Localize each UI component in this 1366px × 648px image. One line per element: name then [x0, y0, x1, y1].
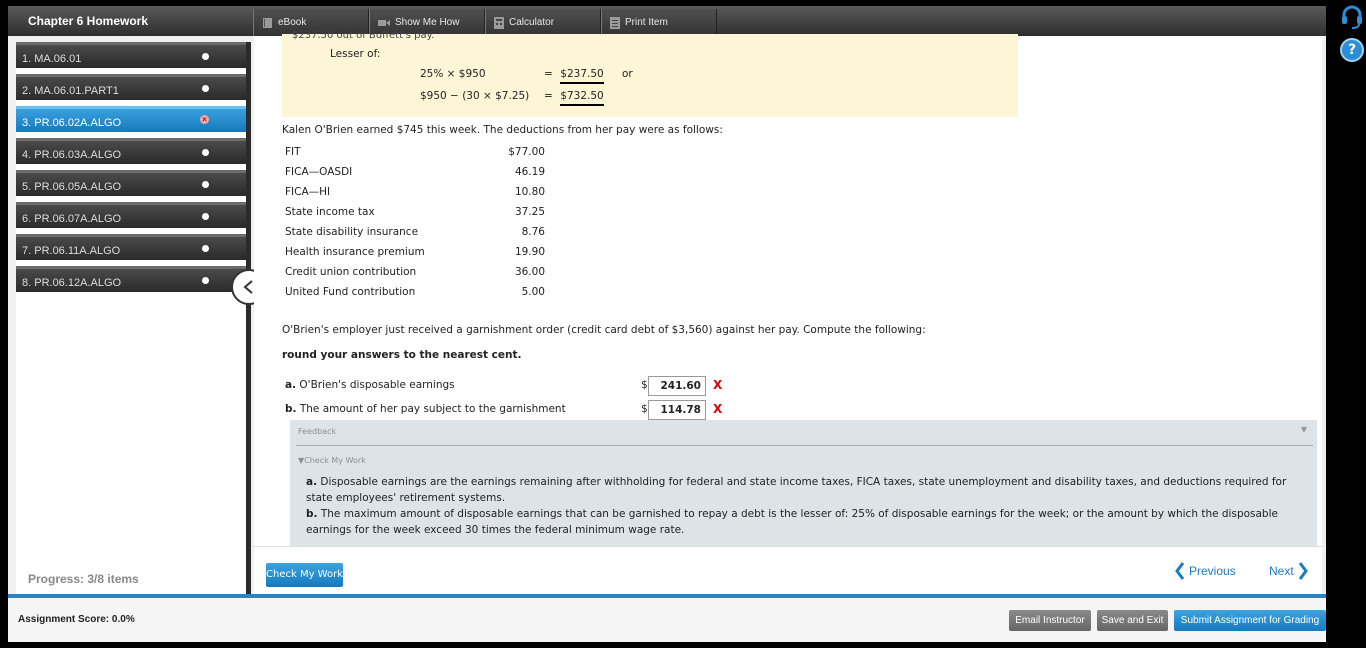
- assignment-window: [8, 6, 1326, 642]
- sidebar-item-label: 6. PR.06.07A.ALGO: [22, 213, 122, 225]
- ebook-label: eBook: [278, 17, 307, 28]
- top-toolbar: [8, 6, 1326, 36]
- example-expression: $950 − (30 × $7.25): [420, 90, 530, 102]
- deduction-amount: 10.80: [514, 186, 545, 198]
- sidebar-item-pr-06-12a-algo[interactable]: [16, 266, 246, 292]
- deduction-row: [285, 286, 545, 304]
- status-dot-icon: [202, 53, 209, 60]
- previous-label: Previous: [1189, 564, 1236, 578]
- print-icon: [610, 17, 620, 29]
- feedback-letter: a.: [306, 476, 318, 488]
- deduction-row: [285, 226, 545, 244]
- deduction-label: FICA—HI: [285, 186, 331, 198]
- check-my-work-toggle[interactable]: ▼Check My Work: [298, 456, 366, 465]
- save-and-exit-button[interactable]: Save and Exit: [1097, 610, 1168, 631]
- sidebar-item-pr-06-03a-algo[interactable]: [16, 138, 246, 164]
- help-icon[interactable]: ?: [1340, 38, 1364, 62]
- sidebar-item-label: 4. PR.06.03A.ALGO: [22, 149, 122, 161]
- deduction-label: FIT: [285, 146, 301, 158]
- calculator-tab[interactable]: [485, 9, 601, 36]
- incorrect-icon: ×: [200, 115, 209, 124]
- feedback-b: [306, 506, 1301, 538]
- example-row: [420, 68, 660, 86]
- sidebar-item-label: 2. MA.06.01.PART1: [22, 85, 119, 97]
- feedback-text: The maximum amount of disposable earnings that can be garnished to repay a debt is the lesser of: 25% of disposable earnings for the week; or the amount by which the disposable earnings for the week exceed 30 times the federal minimum wage rate.: [306, 508, 1278, 536]
- deduction-amount: 36.00: [514, 266, 545, 278]
- question-label: O'Brien's disposable earnings: [299, 379, 455, 391]
- currency-symbol: $: [641, 403, 648, 415]
- sidebar-item-ma-06-01[interactable]: [16, 42, 246, 68]
- rounding-note: round your answers to the nearest cent.: [282, 349, 522, 361]
- show-me-how-label: Show Me How: [395, 17, 460, 28]
- chevron-down-icon[interactable]: ▼: [1300, 425, 1307, 434]
- example-expression: 25% × $950: [420, 68, 486, 80]
- deduction-label: State income tax: [285, 206, 375, 218]
- question-text: [285, 403, 566, 415]
- example-row: [420, 90, 660, 108]
- feedback-letter: b.: [306, 508, 318, 520]
- email-instructor-button[interactable]: Email Instructor: [1009, 610, 1091, 631]
- example-or: or: [622, 68, 633, 80]
- assignment-score: Assignment Score: 0.0%: [18, 614, 135, 625]
- sidebar-item-label: 3. PR.06.02A.ALGO: [22, 117, 122, 129]
- feedback-divider: [296, 445, 1313, 446]
- deduction-amount: 46.19: [514, 166, 545, 178]
- deduction-amount: 19.90: [514, 246, 545, 258]
- question-content: [254, 30, 1322, 546]
- deduction-amount: 8.76: [521, 226, 545, 238]
- deduction-row: [285, 146, 545, 164]
- deduction-label: FICA—OASDI: [285, 166, 353, 178]
- sidebar-item-pr-06-05a-algo[interactable]: [16, 170, 246, 196]
- incorrect-icon: X: [713, 378, 723, 392]
- next-label: Next: [1269, 564, 1294, 578]
- sidebar-item-pr-06-11a-algo[interactable]: [16, 234, 246, 260]
- feedback-text: Disposable earnings are the earnings remaining after withholding for federal and state income taxes, FICA taxes, state unemployment and disability taxes, and deductions required for state employees' retirement systems.: [306, 476, 1287, 504]
- garnishment-amount-input[interactable]: 114.78: [648, 400, 706, 420]
- video-icon: [378, 18, 390, 28]
- currency-symbol: $: [641, 379, 648, 391]
- deduction-row: [285, 166, 545, 184]
- example-result: $732.50: [560, 90, 604, 106]
- question-text: [285, 379, 455, 391]
- check-my-work-button[interactable]: Check My Work: [266, 563, 343, 587]
- submit-assignment-button[interactable]: Submit Assignment for Grading: [1174, 610, 1326, 631]
- sidebar-item-label: 8. PR.06.12A.ALGO: [22, 277, 122, 289]
- disposable-earnings-input[interactable]: 241.60: [648, 376, 706, 396]
- sidebar-item-pr-06-07a-algo[interactable]: [16, 202, 246, 228]
- feedback-panel: [290, 420, 1317, 550]
- status-dot-icon: [202, 181, 209, 188]
- deduction-label: Health insurance premium: [285, 246, 425, 258]
- status-dot-icon: [202, 277, 209, 284]
- status-dot-icon: [202, 85, 209, 92]
- question-row-b: [285, 400, 725, 420]
- feedback-label: Feedback: [298, 427, 337, 436]
- garnishment-text: O'Brien's employer just received a garnishment order (credit card debt of $3,560) against her pay. Compute the following:: [282, 324, 926, 336]
- book-icon: [262, 17, 273, 29]
- deduction-label: United Fund contribution: [285, 286, 416, 298]
- example-result: $237.50: [560, 68, 604, 84]
- sidebar-item-label: 7. PR.06.11A.ALGO: [22, 245, 121, 257]
- deduction-label: State disability insurance: [285, 226, 419, 238]
- next-button[interactable]: [1269, 561, 1308, 581]
- worked-example-box: [282, 30, 1018, 117]
- problem-intro: Kalen O'Brien earned $745 this week. The deductions from her pay were as follows:: [282, 124, 723, 136]
- question-row-a: [285, 376, 725, 396]
- deduction-row: [285, 186, 545, 204]
- example-lesser-label: Lesser of:: [330, 48, 381, 60]
- question-letter: a.: [285, 379, 297, 391]
- status-dot-icon: [202, 149, 209, 156]
- progress-label: Progress: 3/8 items: [28, 572, 139, 586]
- deduction-row: [285, 206, 545, 224]
- deduction-row: [285, 266, 545, 284]
- deduction-amount: $77.00: [508, 146, 545, 158]
- deduction-amount: 5.00: [521, 286, 545, 298]
- chevron-right-icon: [1298, 561, 1308, 581]
- feedback-a: [306, 474, 1301, 506]
- deduction-amount: 37.25: [514, 206, 545, 218]
- sidebar-item-pr-06-02a-algo[interactable]: [16, 106, 246, 132]
- calculator-icon: [494, 17, 504, 29]
- status-dot-icon: [202, 213, 209, 220]
- status-dot-icon: [202, 245, 209, 252]
- action-bar: [254, 546, 1322, 594]
- example-equals: =: [544, 68, 553, 80]
- question-letter: b.: [285, 403, 297, 415]
- calculator-label: Calculator: [509, 17, 555, 28]
- sidebar-item-label: 1. MA.06.01: [22, 53, 82, 65]
- deduction-row: [285, 246, 545, 264]
- footer-bar: [8, 598, 1326, 642]
- incorrect-icon: X: [713, 402, 723, 416]
- sidebar-divider[interactable]: [246, 42, 251, 601]
- question-label: The amount of her pay subject to the garnishment: [299, 403, 566, 415]
- question-sidebar: [16, 42, 250, 601]
- deduction-label: Credit union contribution: [285, 266, 417, 278]
- sidebar-item-ma-06-01-part1[interactable]: [16, 74, 246, 100]
- print-item-tab[interactable]: [601, 9, 717, 36]
- example-cut-text: $237.50 out of Buffett's pay.: [292, 30, 435, 41]
- course-title: Chapter 6 Homework: [28, 14, 149, 28]
- example-equals: =: [544, 90, 553, 102]
- previous-button[interactable]: [1175, 561, 1236, 581]
- print-item-label: Print Item: [625, 17, 668, 28]
- chevron-left-icon: [1175, 561, 1185, 581]
- headset-icon[interactable]: [1340, 4, 1364, 30]
- sidebar-item-label: 5. PR.06.05A.ALGO: [22, 181, 122, 193]
